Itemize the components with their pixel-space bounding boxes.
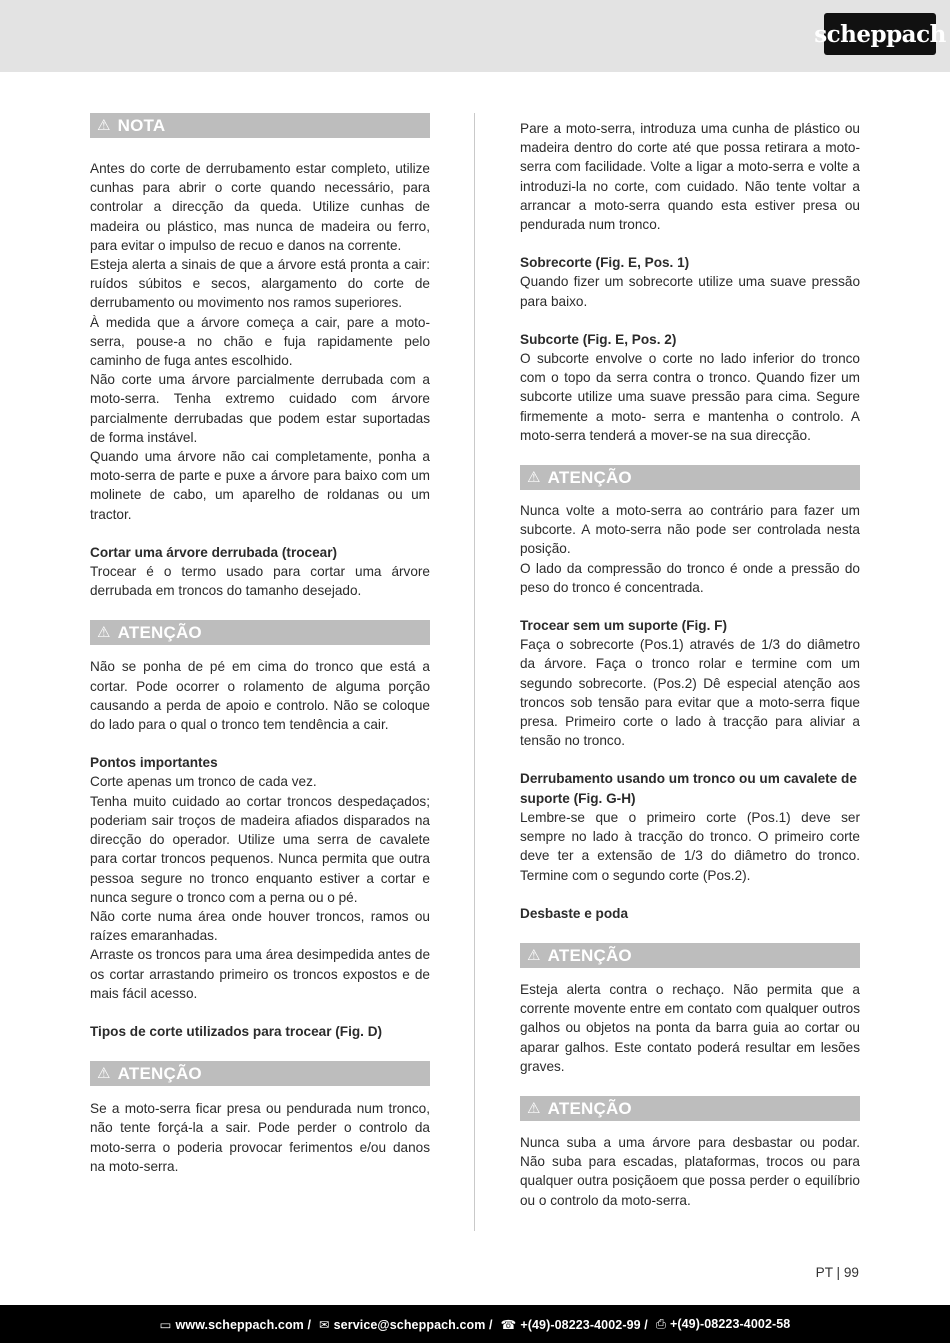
warning-triangle-icon: ⚠ bbox=[527, 945, 541, 964]
section-heading: Tipos de corte utilizados para trocear (Fig. D) bbox=[90, 1023, 383, 1039]
left-column bbox=[90, 113, 430, 1176]
paragraph: À medida que a árvore começa a cair, pare a moto-serra, pouse-a no chão e fuja rapidamente pelo caminho de fuga antes escolhido. bbox=[90, 314, 430, 369]
footer-email[interactable] bbox=[317, 1317, 495, 1332]
footer-phone[interactable] bbox=[499, 1317, 650, 1332]
section-heading: Desbaste e poda bbox=[520, 905, 629, 921]
section-heading: Subcorte (Fig. E, Pos. 2) bbox=[520, 331, 677, 347]
atencao-title: ATENÇÃO bbox=[547, 945, 632, 965]
footer-web-text: www.scheppach.com / bbox=[175, 1317, 312, 1332]
footer-email-text: service@scheppach.com / bbox=[333, 1317, 493, 1332]
paragraph: Pare a moto-serra, introduza uma cunha de plástico ou madeira dentro do corte até que possa retirara a moto-serra com facilidade. Volte a ligar a moto-serra e volte a introduzi-la no corte, com cuidado. Não tente voltar a arrancar a moto-serra quando esta estiver presa ou pendurada num tronco. bbox=[520, 121, 860, 233]
footer-fax[interactable] bbox=[654, 1316, 793, 1332]
paragraph: Trocear é o termo usado para cortar uma árvore derrubada em troncos do tamanho desejado. bbox=[90, 564, 430, 599]
paragraph: Lembre-se que o primeiro corte (Pos.1) deve ser sempre no lado à tracção do tronco. O primeiro corte deve ter a extensão de 1/3 do diâmetro do tronco. Termine com o segundo corte (Pos.2). bbox=[520, 809, 860, 883]
section-heading: Pontos importantes bbox=[90, 755, 218, 771]
paragraph: O subcorte envolve o corte no lado inferior do tronco com o topo da serra contra o tronco. Quando fizer um subcorte utilize uma suave pressão para cima. Segure firmemente a moto- serra e mantenha o controlo. A moto-serra tenderá a mover-se na sua direcção. bbox=[520, 351, 860, 443]
atencao-box bbox=[90, 1061, 430, 1086]
brand-logo bbox=[814, 13, 946, 55]
footer-bar bbox=[0, 1305, 950, 1343]
monitor-icon: ▭ bbox=[159, 1316, 172, 1332]
atencao-title: ATENÇÃO bbox=[117, 623, 202, 643]
paragraph: Esteja alerta contra o rechaço. Não permita que a corrente movente entre em contato com qualquer outros galhos ou objetos na ponta da barra guia ao cortar ou aparar galhos. Este contato poderá resultar em lesões graves. bbox=[520, 981, 860, 1074]
column-divider bbox=[474, 113, 475, 1231]
paragraph: Esteja alerta a sinais de que a árvore está pronta a cair: ruídos súbitos e secos, alargamento do corte de derrubamento ou movimento nos ramos superiores. bbox=[90, 257, 430, 311]
atencao-title: ATENÇÃO bbox=[547, 1098, 632, 1118]
warning-triangle-icon: ⚠ bbox=[97, 115, 111, 134]
nota-title: NOTA bbox=[117, 115, 166, 135]
paragraph: Nunca suba a uma árvore para desbastar ou podar. Não suba para escadas, plataformas, trocos ou para qualquer outra posiçãoem que possa perder o equilíbrio ou o controlo da moto-serra. bbox=[520, 1134, 860, 1208]
footer-fax-text: +(49)-08223-4002-58 bbox=[669, 1317, 791, 1331]
atencao-box bbox=[90, 620, 430, 645]
fax-icon: ⎙ bbox=[655, 1316, 666, 1331]
right-column bbox=[520, 113, 860, 1210]
paragraph: Arraste os troncos para uma área desimpedida antes de os cortar arrastando primeiro os troncos expostos e de mais fácil acesso. bbox=[90, 947, 430, 1001]
paragraph: Antes do corte de derrubamento estar completo, utilize cunhas para abrir o corte quando necessário, para controlar a direcção da queda. Utilize cunhas de madeira ou plástico, mas nunca de madeira ou ferro, para evitar o impulso de recuo e danos na corrente. bbox=[90, 161, 430, 253]
section-heading: Trocear sem um suporte (Fig. F) bbox=[520, 618, 727, 634]
atencao-box bbox=[520, 465, 860, 490]
paragraph: Quando fizer um sobrecorte utilize uma suave pressão para baixo. bbox=[520, 274, 860, 309]
paragraph: Nunca volte a moto-serra ao contrário para fazer um subcorte. A moto-serra não pode ser controlada nesta posição. bbox=[520, 503, 860, 557]
paragraph: Não corte numa área onde houver troncos, ramos ou raízes emaranhadas. bbox=[90, 908, 430, 944]
atencao-title: ATENÇÃO bbox=[547, 467, 632, 487]
paragraph: Faça o sobrecorte (Pos.1) através de 1/3 do diâmetro da árvore. Faça o tronco rolar e termine com um segundo sobrecorte. (Pos.2) Dê especial atenção aos troncos sob tensão para evitar que a moto-serra fique presa. Primeiro corte o lado à tracção para aliviar a tensão no tronco. bbox=[520, 637, 860, 749]
warning-triangle-icon: ⚠ bbox=[97, 623, 111, 642]
paragraph: Tenha muito cuidado ao cortar troncos despedaçados; poderiam sair troços de madeira afiados disparados na direcção do operador. Utilize uma serra de cavalete para cortar troncos pequenos. Nunca permita que outra pessoa segure no tronco enquanto estiver a cortar e nunca segure o tronco com a perna ou o pé. bbox=[90, 793, 430, 905]
phone-icon: ☎ bbox=[500, 1316, 517, 1332]
footer-phone-text: +(49)-08223-4002-99 / bbox=[520, 1317, 648, 1332]
atencao-box bbox=[520, 1096, 860, 1121]
warning-triangle-icon: ⚠ bbox=[97, 1064, 111, 1083]
warning-triangle-icon: ⚠ bbox=[527, 467, 541, 486]
page-number: PT | 99 bbox=[815, 1265, 859, 1280]
brand-logo-text: scheppach bbox=[814, 20, 946, 48]
section-heading: Derrubamento usando um tronco ou um cavalete de suporte (Fig. G-H) bbox=[520, 771, 857, 806]
nota-box bbox=[90, 113, 430, 138]
header-band bbox=[0, 0, 950, 72]
warning-triangle-icon: ⚠ bbox=[527, 1098, 541, 1117]
atencao-title: ATENÇÃO bbox=[117, 1064, 202, 1084]
paragraph: O lado da compressão do tronco é onde a pressão do peso do tronco é concentrada. bbox=[520, 560, 860, 595]
paragraph: Corte apenas um tronco de cada vez. bbox=[90, 774, 317, 790]
atencao-box bbox=[520, 943, 860, 968]
paragraph: Quando uma árvore não cai completamente, ponha a moto-serra de parte e puxe a árvore para baixo com um molinete de cabo, um aparelho de roldanas ou um tractor. bbox=[90, 449, 430, 522]
section-heading: Cortar uma árvore derrubada (trocear) bbox=[90, 544, 338, 560]
envelope-icon: ✉ bbox=[319, 1316, 330, 1332]
footer-web[interactable] bbox=[158, 1317, 313, 1332]
paragraph: Se a moto-serra ficar presa ou pendurada num tronco, não tente forçá-la a sair. Pode perder o controlo da moto-serra o poderia provocar ferimentos e/ou danos na moto-serra. bbox=[90, 1101, 430, 1174]
paragraph: Não se ponha de pé em cima do tronco que está a cortar. Pode ocorrer o rolamento de alguma porção causando a perda de apoio e controlo. Não se coloque do lado para o qual o tronco tem tendência a cair. bbox=[90, 659, 430, 733]
section-heading: Sobrecorte (Fig. E, Pos. 1) bbox=[520, 255, 690, 271]
paragraph: Não corte uma árvore parcialmente derrubada com a moto-serra. Tenha extremo cuidado com árvore parcialmente derrubadas que podem estar suportadas de forma instável. bbox=[90, 372, 430, 445]
